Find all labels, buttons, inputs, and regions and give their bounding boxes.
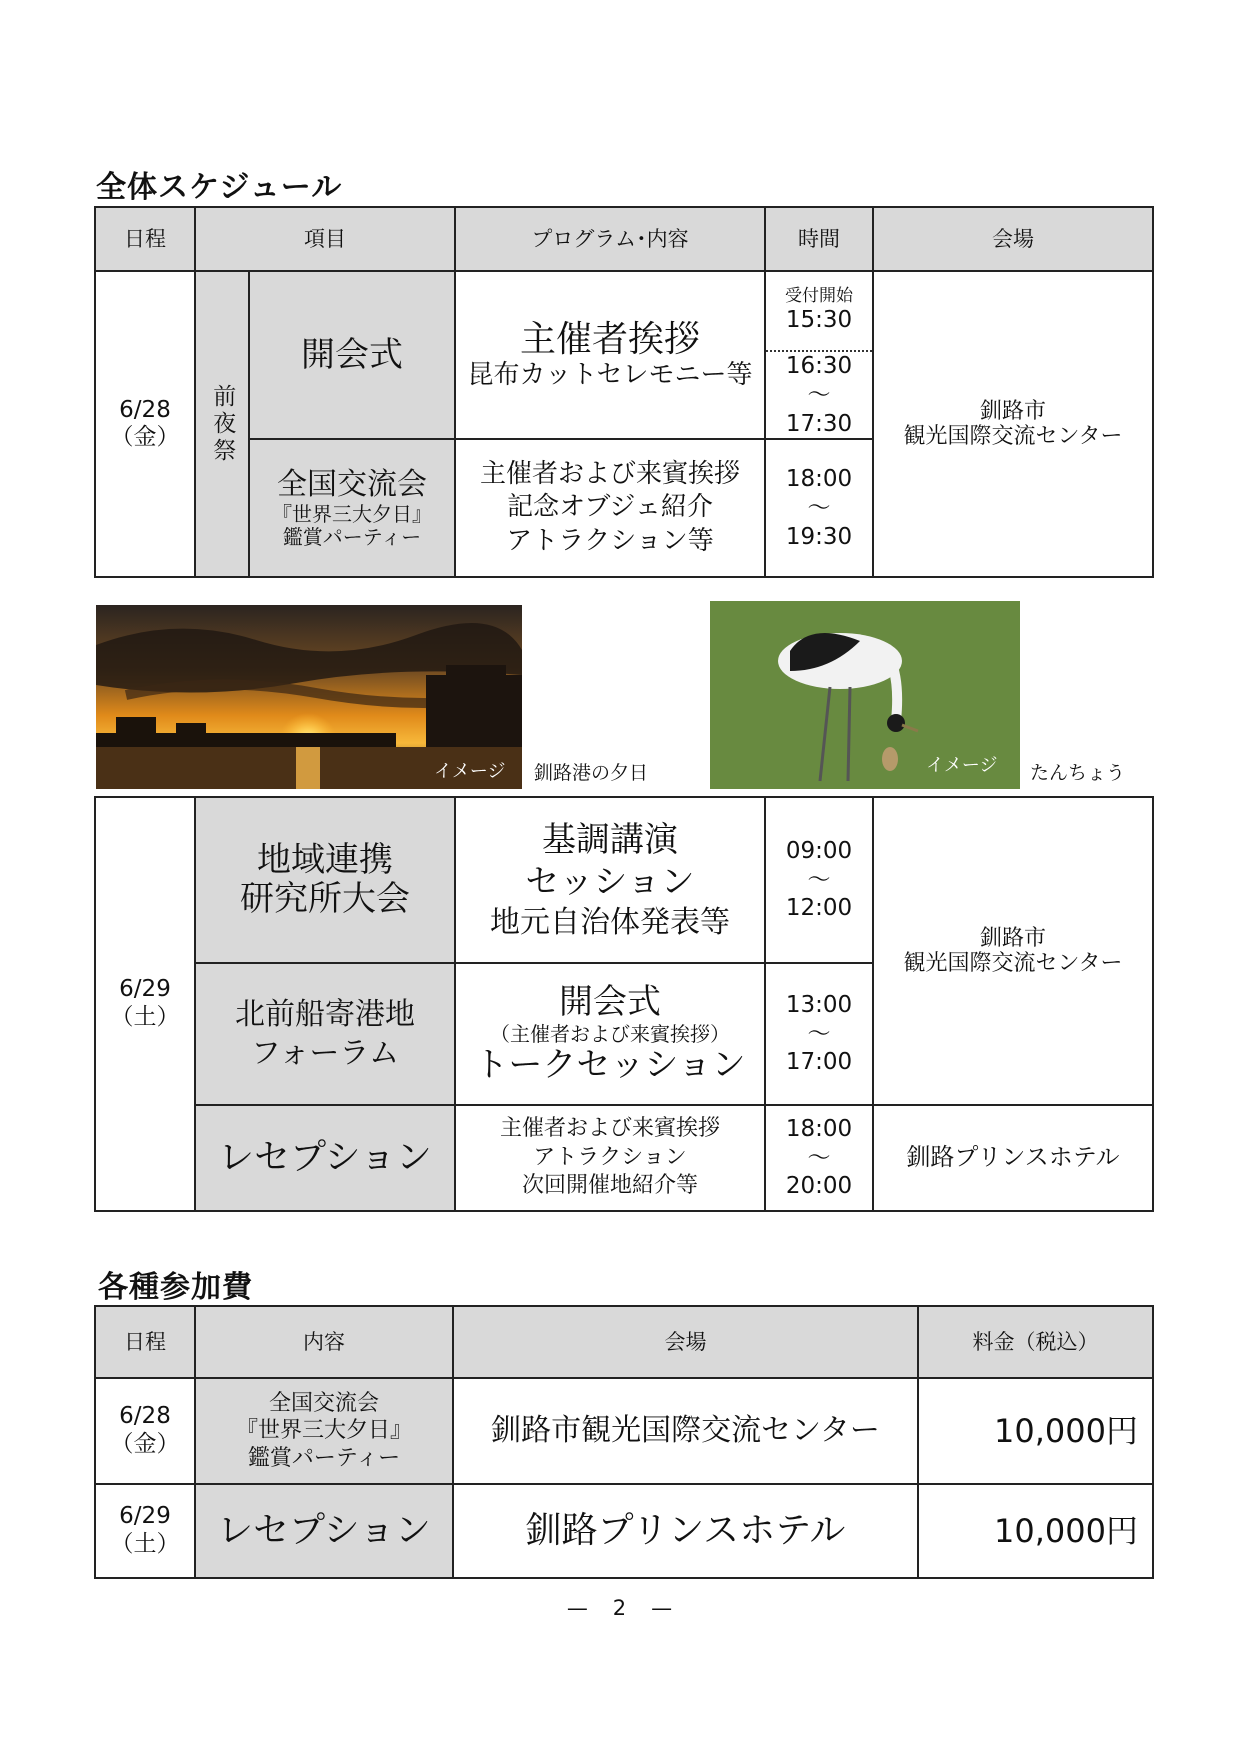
day2-item-research-cell <box>195 797 455 963</box>
forum-item-line1: 北前船寄港地 <box>235 997 415 1032</box>
fees-row1-date: 6/28 <box>119 1403 171 1430</box>
party-item-sub1: 『世界三大夕日』 <box>272 501 432 526</box>
day2-row-research <box>95 797 1153 963</box>
party-time-sep: ～ <box>807 494 831 521</box>
party-time-start: 18:00 <box>785 466 853 493</box>
day1-category-cell <box>195 271 249 577</box>
day1-program-main: 主催者挨拶 <box>519 319 700 361</box>
fees-row1-weekday: （金） <box>110 1431 180 1457</box>
forum-time-end: 17:00 <box>785 1049 853 1076</box>
fees-row2-content: レセプション <box>195 1484 453 1578</box>
sunset-photo <box>96 605 522 789</box>
header-row <box>95 207 1153 271</box>
fees-row1-content-line2: 『世界三大夕日』 <box>235 1418 412 1444</box>
day1-venue-line1: 釧路市 <box>979 398 1046 424</box>
day2-item-forum-cell <box>195 963 455 1105</box>
fees-title: 各種参加費 <box>98 1270 253 1305</box>
research-time-start: 09:00 <box>785 837 853 864</box>
research-program-2: セッション <box>525 862 695 903</box>
fees-header-row <box>95 1306 1153 1378</box>
day1-category: 前夜祭 <box>209 383 236 465</box>
reception-time-start: 18:00 <box>785 1115 853 1142</box>
fees-row2-date-cell <box>95 1484 195 1578</box>
fees-row2-date: 6/29 <box>119 1503 171 1530</box>
crane-photo <box>710 601 1020 789</box>
party-time-end: 19:30 <box>785 523 853 550</box>
party-item-main: 全国交流会 <box>277 467 427 502</box>
day2-venue-reception: 釧路プリンスホテル <box>873 1105 1153 1211</box>
day2-date-cell <box>95 797 195 1211</box>
day2-date: 6/29 <box>119 976 171 1003</box>
day1-program-opening-cell <box>455 271 765 439</box>
fees-header-date: 日程 <box>95 1306 195 1378</box>
fees-row2-weekday: （土） <box>110 1531 180 1557</box>
day1-date: 6/28 <box>119 396 171 423</box>
reception-time-sep: ～ <box>807 1144 831 1171</box>
party-program-2: 記念オブジェ紹介 <box>507 492 713 523</box>
fees-header-price: 料金（税込） <box>918 1306 1153 1378</box>
forum-program-3: トークセッション <box>474 1044 746 1085</box>
sunset-image-tag: イメージ <box>434 761 506 782</box>
research-time-sep: ～ <box>807 866 831 893</box>
party-item-sub2: 鑑賞パーティー <box>282 524 422 549</box>
sunset-caption: 釧路港の夕日 <box>534 762 649 784</box>
day2-venue-line2: 観光国際交流センター <box>903 951 1123 976</box>
reception-program-1: 主催者および来賓挨拶 <box>499 1116 720 1142</box>
day2-weekday: （土） <box>110 1004 180 1030</box>
party-program-1: 主催者および来賓挨拶 <box>479 458 740 489</box>
day1-date-cell <box>95 271 195 577</box>
opening-time-start: 16:30 <box>785 353 853 379</box>
day1-item-party-cell <box>249 439 455 577</box>
opening-time-sep: ～ <box>807 381 831 408</box>
forum-item-line2: フォーラム <box>250 1036 400 1071</box>
day2-program-forum-cell <box>455 963 765 1105</box>
opening-time-end: 17:30 <box>785 410 853 437</box>
reception-label: 受付開始 <box>785 285 853 306</box>
day2-item-reception: レセプション <box>195 1105 455 1211</box>
forum-program-2: （主催者および来賓挨拶） <box>490 1021 730 1046</box>
day2-venue-cell <box>873 797 1153 1105</box>
fees-row1-content-cell <box>195 1378 453 1484</box>
header-time: 時間 <box>765 207 873 271</box>
day1-time-party-cell <box>765 439 873 577</box>
fees-row1-content-line1: 全国交流会 <box>268 1390 379 1416</box>
fees-row2-price: 10,000円 <box>918 1484 1153 1578</box>
day2-program-research-cell <box>455 797 765 963</box>
fees-row2-venue: 釧路プリンスホテル <box>453 1484 918 1578</box>
day2-venue-line1: 釧路市 <box>979 925 1046 951</box>
fees-row <box>95 1378 1153 1484</box>
forum-time-sep: ～ <box>807 1020 831 1047</box>
day1-venue-line2: 観光国際交流センター <box>903 424 1123 450</box>
research-item-line2: 研究所大会 <box>240 879 410 919</box>
research-time-end: 12:00 <box>785 895 853 922</box>
fees-table <box>94 1305 1154 1579</box>
party-program-3: アトラクション等 <box>506 526 714 557</box>
header-date: 日程 <box>95 207 195 271</box>
day1-row-opening <box>95 271 1153 439</box>
day1-program-party-cell <box>455 439 765 577</box>
day2-time-forum-cell <box>765 963 873 1105</box>
reception-time-end: 20:00 <box>785 1173 853 1200</box>
day2-row-reception <box>95 1105 1153 1211</box>
research-program-3: 地元自治体発表等 <box>490 904 730 940</box>
reception-time: 15:30 <box>785 307 853 334</box>
forum-program-1: 開会式 <box>559 982 661 1023</box>
day1-item-opening: 開会式 <box>249 271 455 439</box>
schedule-title: 全体スケジュール <box>96 170 343 205</box>
fees-row1-price: 10,000円 <box>918 1378 1153 1484</box>
research-item-line1: 地域連携 <box>257 839 393 880</box>
header-item: 項目 <box>195 207 455 271</box>
header-venue: 会場 <box>873 207 1153 271</box>
schedule-table-day2 <box>94 796 1154 1212</box>
fees-header-venue: 会場 <box>453 1306 918 1378</box>
research-program-1: 基調講演 <box>542 819 678 860</box>
fees-row1-date-cell <box>95 1378 195 1484</box>
day1-time-opening-cell <box>765 271 873 439</box>
crane-image-tag: イメージ <box>926 755 998 776</box>
schedule-table-day1 <box>94 206 1154 578</box>
fees-row1-venue: 釧路市観光国際交流センター <box>453 1378 918 1484</box>
page-number: — 2 — <box>566 1596 675 1620</box>
fees-header-content: 内容 <box>195 1306 453 1378</box>
crane-caption: たんちょう <box>1030 762 1126 784</box>
day1-weekday: （金） <box>110 424 180 451</box>
day2-time-research-cell <box>765 797 873 963</box>
day2-time-reception-cell <box>765 1105 873 1211</box>
fees-row1-content-line3: 鑑賞パーティー <box>247 1445 401 1471</box>
reception-program-2: アトラクション <box>533 1144 687 1170</box>
day1-program-sub: 昆布カットセレモニー等 <box>467 359 753 390</box>
day2-program-reception-cell <box>455 1105 765 1211</box>
fees-row <box>95 1484 1153 1578</box>
header-program: プログラム･内容 <box>455 207 765 271</box>
forum-time-start: 13:00 <box>785 991 853 1018</box>
day1-venue-cell <box>873 271 1153 577</box>
reception-program-3: 次回開催地紹介等 <box>521 1173 698 1199</box>
